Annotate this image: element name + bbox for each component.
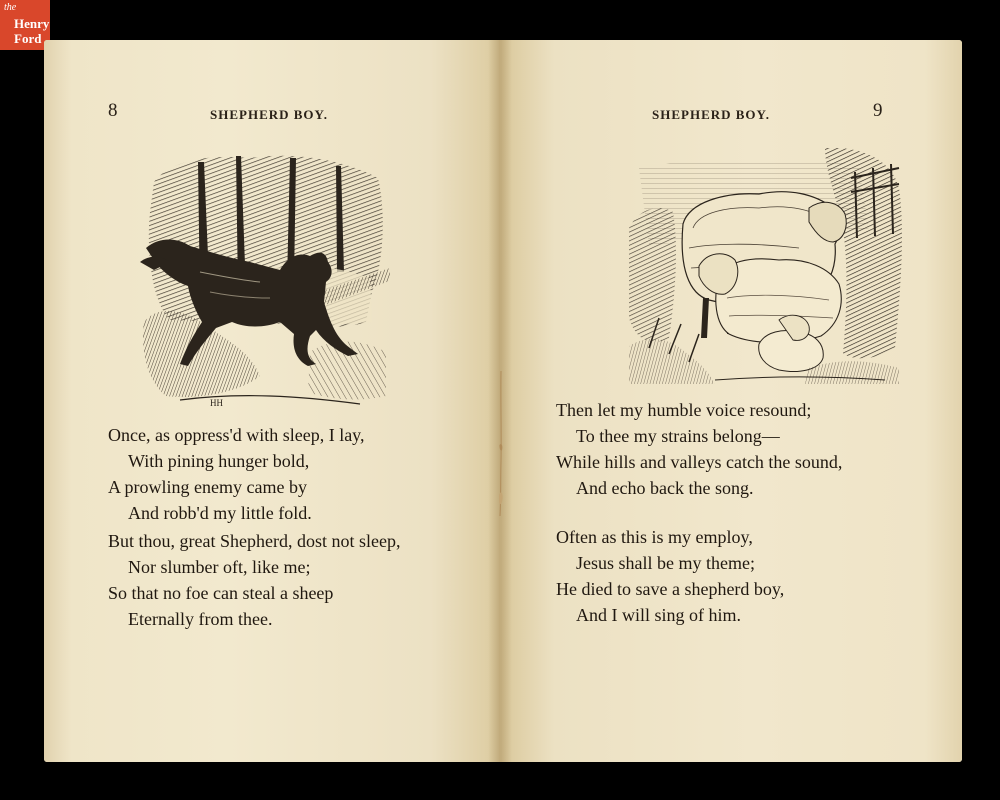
verse-line: Nor slumber oft, like me;: [128, 557, 311, 577]
right-page: [499, 40, 962, 762]
verse-line: And echo back the song.: [576, 478, 754, 498]
verse-line: Eternally from thee.: [128, 609, 273, 629]
verse-line: To thee my strains belong—: [576, 426, 780, 446]
right-stanza-1: [556, 397, 842, 501]
left-running-head: SHEPHERD BOY.: [210, 107, 328, 122]
wolf-engraving: [140, 152, 390, 410]
verse-line: So that no foe can steal a sheep: [108, 583, 334, 603]
verse-line: He died to save a shepherd boy,: [556, 579, 785, 599]
verse-line: A prowling enemy came by: [108, 477, 307, 497]
right-stanza-2: [556, 524, 784, 628]
verse-line: Often as this is my employ,: [556, 527, 753, 547]
verse-line: But thou, great Shepherd, dost not sleep,: [108, 531, 401, 551]
verse-line: Then let my humble voice resound;: [556, 400, 812, 420]
engraver-mark: HH: [210, 398, 223, 408]
left-stanza-2: [108, 528, 400, 632]
right-running-head: SHEPHERD BOY.: [652, 107, 770, 122]
binding-thread: [498, 296, 504, 596]
left-stanza-1: [108, 422, 365, 526]
verse-line: With pining hunger bold,: [128, 451, 310, 471]
right-page-number: 9: [873, 100, 883, 121]
logo-text-ford: Ford: [14, 31, 42, 46]
logo-text-henry: Henry: [14, 16, 50, 31]
verse-line: While hills and valleys catch the sound,: [556, 452, 843, 472]
verse-line: Jesus shall be my theme;: [576, 553, 755, 573]
verse-line: And robb'd my little fold.: [128, 503, 312, 523]
left-page-number: 8: [108, 100, 118, 121]
open-book: [44, 40, 962, 762]
left-page: [44, 40, 499, 762]
verse-line: And I will sing of him.: [576, 605, 741, 625]
sheep-engraving: [629, 148, 905, 384]
verse-line: Once, as oppress'd with sleep, I lay,: [108, 425, 365, 445]
logo-text-the: the: [4, 2, 17, 13]
henry-ford-logo: [0, 0, 50, 50]
